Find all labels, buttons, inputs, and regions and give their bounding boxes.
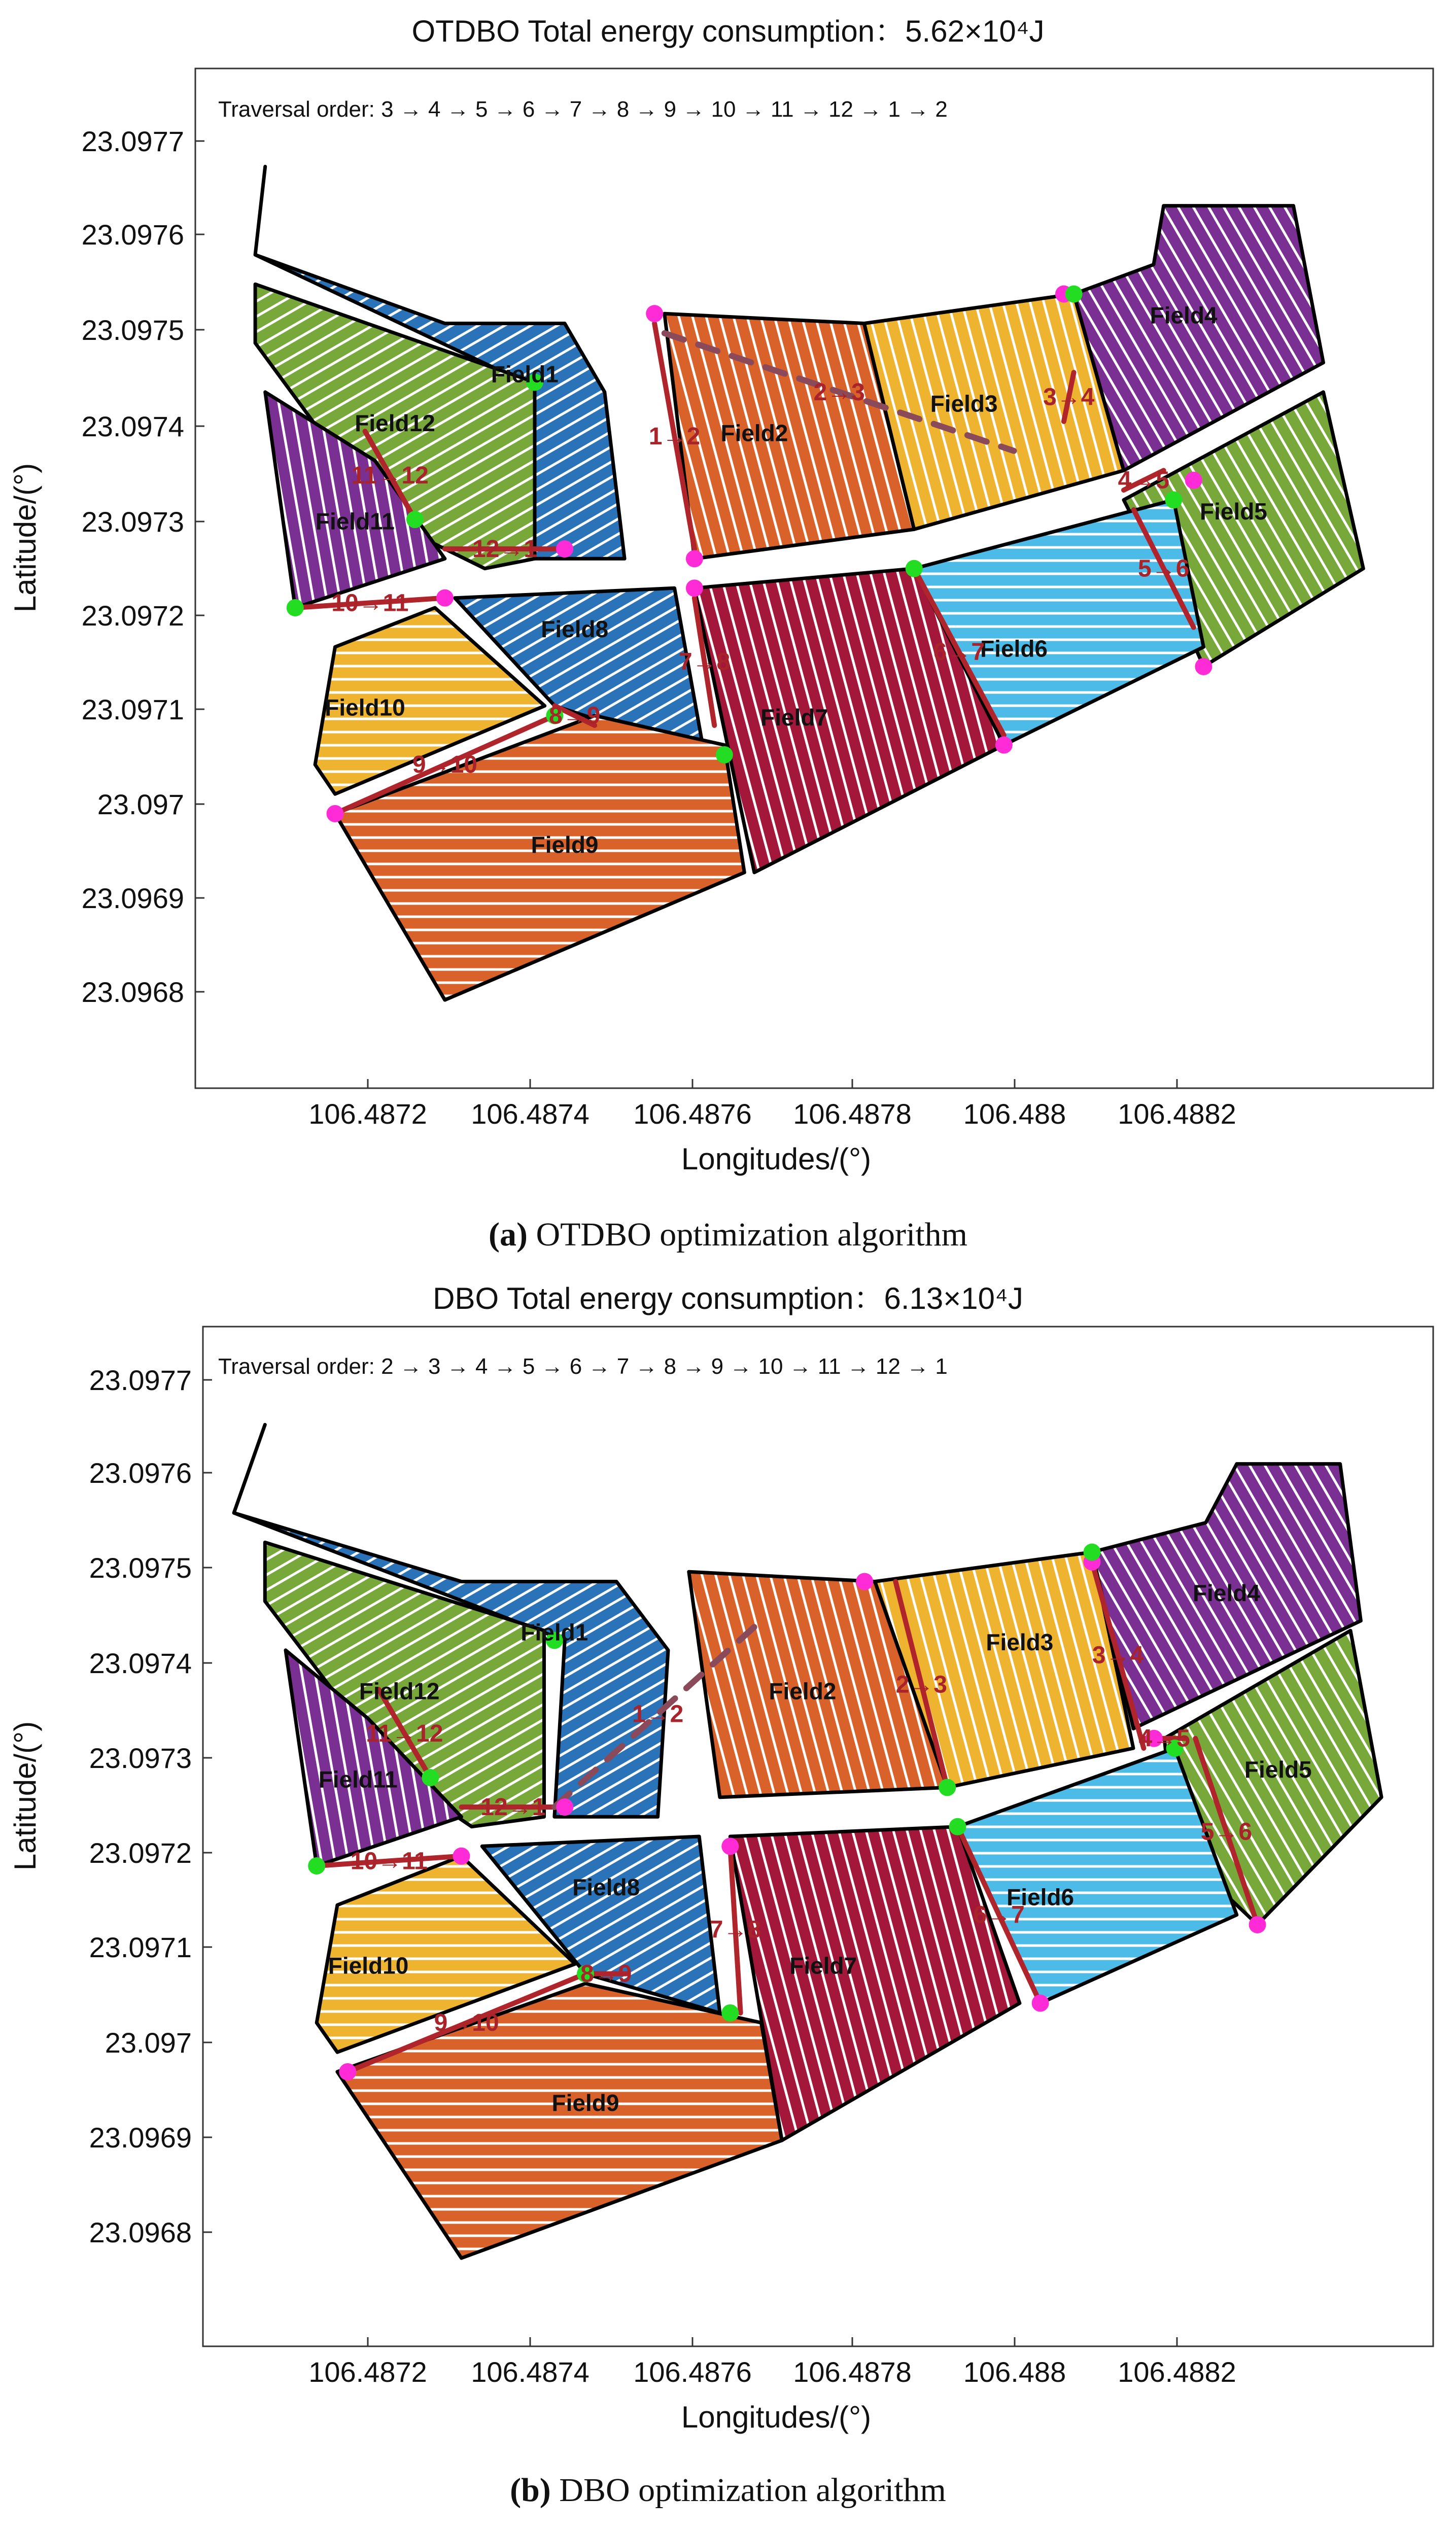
panel-a-field9-label: Field9	[531, 831, 599, 858]
panel-b-start-point	[339, 2063, 356, 2080]
panel-a-transfer-label: 5→6	[1138, 555, 1190, 582]
panel-b-y-tick-label: 23.0971	[89, 1931, 192, 1963]
panel-b-y-tick-label: 23.0973	[89, 1742, 192, 1774]
panel-a-field6-label: Field6	[980, 635, 1048, 662]
panel-b-start-point	[1032, 1995, 1049, 2012]
panel-b-caption	[510, 2472, 946, 2509]
panel-b-y-axis-label: Latitude/(°)	[8, 1721, 42, 1871]
panel-a-x-axis-label: Longitudes/(°)	[681, 1142, 872, 1176]
panel-b-y-tick-label: 23.0974	[89, 1647, 192, 1679]
panel-a-y-tick-label: 23.0972	[81, 600, 184, 632]
panel-a-field12-label: Field12	[355, 410, 435, 437]
panel-a-end-point	[406, 511, 424, 528]
panel-a-title: OTDBO Total energy consumption：5.62×10⁴J	[411, 14, 1045, 48]
panel-b-transfer-label: 6→7	[973, 1901, 1025, 1929]
panel-b-transfer-label: 11→12	[366, 1720, 443, 1748]
panel-a-y-tick-label: 23.0977	[81, 125, 184, 157]
panel-b-field6-label: Field6	[1007, 1884, 1074, 1911]
panel-a-transfer-label: 7→8	[678, 648, 731, 676]
panel-b-field4-label: Field4	[1192, 1580, 1260, 1607]
panel-b-start-point	[856, 1573, 873, 1590]
panel-b-end-point	[308, 1857, 325, 1875]
panel-b-transfer-label: 12→1	[480, 1794, 546, 1821]
panel-a-transfer-label: 4→5	[1118, 467, 1170, 494]
panel-a-field11-label: Field11	[315, 508, 395, 535]
panel-b-field5-label: Field5	[1244, 1756, 1312, 1783]
panel-b-field12-label: Field12	[359, 1678, 440, 1705]
panel-a-y-tick-label: 23.097	[97, 788, 184, 820]
panel-a-field1-label: Field1	[491, 361, 559, 388]
panel-b	[8, 1281, 1433, 2509]
panel-a-start-point	[326, 805, 343, 822]
panel-b-transfer-label: 4→5	[1138, 1725, 1190, 1752]
panel-b-y-tick-label: 23.0977	[89, 1364, 192, 1396]
panel-b-field11-label: Field11	[318, 1766, 398, 1793]
panel-b-x-axis-label: Longitudes/(°)	[681, 2400, 872, 2434]
panel-a-transfer-label: 9→10	[412, 751, 477, 779]
panel-b-field9-label: Field9	[551, 2090, 619, 2116]
panel-a-transfer-label: 2→3	[813, 378, 865, 406]
panel-a-x-tick-label: 106.4874	[471, 1098, 590, 1130]
panel-a-field4-label: Field4	[1150, 302, 1218, 329]
panel-b-x-tick-label: 106.4876	[633, 2356, 752, 2388]
panel-a-transfer-label: 12→1	[472, 536, 538, 563]
panel-a-transfer-label: 8→9	[549, 702, 601, 730]
panel-a-field3-label: Field3	[930, 390, 998, 417]
panel-b-transfer-label: 3→4	[1092, 1642, 1144, 1669]
panel-b-field10-label: Field10	[328, 1952, 409, 1979]
panel-a-y-tick-label: 23.0973	[81, 506, 184, 538]
panel-b-field8-label: Field8	[572, 1873, 640, 1900]
panel-a-caption-prefix: (a)	[488, 1216, 528, 1253]
panel-a-field8-label: Field8	[541, 615, 609, 642]
panel-b-x-tick-label: 106.4872	[308, 2356, 427, 2388]
panel-a-x-tick-label: 106.4872	[308, 1098, 427, 1130]
panel-a-x-tick-label: 106.488	[963, 1098, 1066, 1130]
panel-a-traversal-order: Traversal order: 3 → 4 → 5 → 6 → 7 → 8 → 9 → 10 → 11 → 12 → 1 → 2	[218, 97, 948, 122]
panel-a-start-point	[1195, 658, 1212, 675]
panel-b-traversal-order: Traversal order: 2 → 3 → 4 → 5 → 6 → 7 → 8 → 9 → 10 → 11 → 12 → 1	[218, 1354, 948, 1379]
panel-b-field2-label: Field2	[769, 1678, 837, 1705]
panel-a-end-point	[716, 746, 733, 764]
panel-b-y-tick-label: 23.0972	[89, 1837, 192, 1869]
panel-a-plot-area	[255, 166, 1363, 1000]
panel-b-title: DBO Total energy consumption：6.13×10⁴J	[433, 1281, 1023, 1315]
panel-b-caption-prefix: (b)	[510, 2472, 551, 2509]
panel-a-y-tick-label: 23.0968	[81, 976, 184, 1008]
panel-a-start-point	[686, 579, 703, 597]
panel-a-transfer-label: 11→12	[351, 462, 429, 490]
panel-b-transfer-label: 2→3	[895, 1671, 947, 1698]
panel-b-field1-label: Field1	[521, 1619, 588, 1646]
panel-b-end-point	[721, 2004, 739, 2022]
panel-a-start-point	[646, 305, 663, 322]
panel-a-caption	[489, 1216, 967, 1253]
panel-b-transfer-label: 7→8	[709, 1916, 761, 1944]
panel-b-start-point	[556, 1798, 573, 1816]
panel-a-caption-text: OTDBO optimization algorithm	[527, 1216, 968, 1253]
panel-b-end-point	[422, 1769, 439, 1786]
panel-a-start-point	[1185, 472, 1202, 489]
panel-b-x-tick-label: 106.4882	[1118, 2356, 1236, 2388]
panel-b-plot-area	[234, 1425, 1381, 2258]
panel-b-end-point	[1084, 1544, 1101, 1561]
panel-a-field2-label: Field2	[720, 420, 788, 446]
panel-b-start-point	[1249, 1916, 1266, 1933]
panel-b-start-point	[453, 1848, 470, 1865]
panel-b-y-tick-label: 23.0968	[89, 2216, 192, 2248]
panel-a-start-point	[995, 737, 1013, 754]
panel-a-y-axis-label: Latitude/(°)	[8, 463, 42, 613]
panel-a-y-tick-label: 23.0971	[81, 693, 184, 725]
panel-b-field3-label: Field3	[986, 1628, 1054, 1655]
panel-a-end-point	[1065, 286, 1083, 303]
panel-a-end-point	[906, 560, 923, 577]
panel-a-x-tick-label: 106.4878	[793, 1098, 912, 1130]
panel-b-y-tick-label: 23.0976	[89, 1457, 192, 1489]
panel-a-y-tick-label: 23.0975	[81, 314, 184, 346]
panel-b-transfer-label: 1→2	[632, 1701, 684, 1728]
panel-a-y-tick-label: 23.0974	[81, 410, 184, 442]
panel-b-x-tick-label: 106.488	[963, 2356, 1066, 2388]
panel-b-transfer-label: 9→10	[434, 2009, 499, 2037]
panel-a-end-point	[287, 599, 304, 616]
panel-a-x-tick-label: 106.4882	[1118, 1098, 1236, 1130]
panel-b-end-point	[939, 1779, 956, 1796]
panel-b-y-tick-label: 23.0969	[89, 2122, 192, 2154]
panel-b-y-tick-label: 23.0975	[89, 1552, 192, 1584]
panel-a-field7-label: Field7	[760, 704, 828, 731]
panel-b-transfer-label: 5→6	[1200, 1818, 1253, 1846]
panel-b-x-tick-label: 106.4878	[793, 2356, 912, 2388]
panel-a-start-point	[686, 550, 703, 567]
panel-a-transfer-label: 3→4	[1043, 384, 1095, 411]
panel-b-start-point	[721, 1837, 739, 1855]
panel-a-transfer-label: 1→2	[648, 423, 701, 450]
panel-a-field10-label: Field10	[325, 694, 405, 721]
panel-b-transfer-label: 10→11	[350, 1848, 428, 1875]
panel-a	[8, 14, 1433, 1253]
panel-a-x-tick-label: 106.4876	[633, 1098, 752, 1130]
panel-a-field5-label: Field5	[1199, 498, 1267, 525]
panel-b-y-tick-label: 23.097	[105, 2027, 192, 2059]
panel-a-transfer-label: 10→11	[331, 589, 409, 617]
panel-a-y-tick-label: 23.0976	[81, 219, 184, 251]
panel-b-caption-text: DBO optimization algorithm	[550, 2472, 946, 2509]
panel-a-transfer-label: 6→7	[933, 638, 985, 666]
panel-b-field7-label: Field7	[789, 1952, 857, 1979]
panel-a-start-point	[556, 540, 573, 558]
panel-b-transfer-label: 8→9	[580, 1960, 632, 1988]
panel-a-y-tick-label: 23.0969	[81, 882, 184, 914]
panel-b-x-tick-label: 106.4874	[471, 2356, 590, 2388]
panel-b-end-point	[949, 1818, 966, 1835]
panel-a-start-point	[436, 589, 454, 607]
